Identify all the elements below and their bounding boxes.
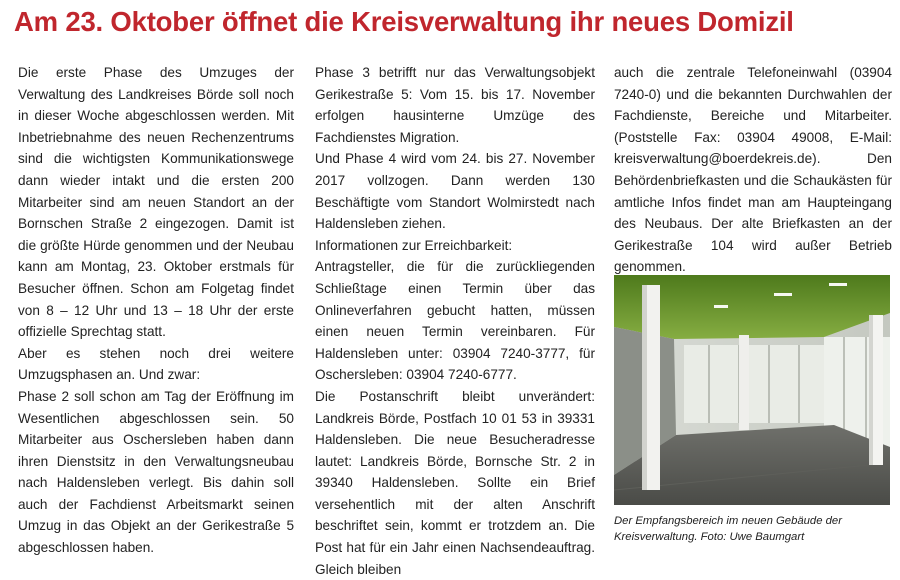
paragraph: auch die zentrale Telefoneinwahl (03904 7240-0) und die bekannten Durchwahlen der Fachdienste, Bereiche und Mitarbeiter. (Poststelle Fax: 03904 49008, E-Mail: kreisverwaltung@boerdekreis.de). Den Behördenbriefkasten und die Schaukästen für amtliche Infos findet man am Haupteingang des Neubaus. Der alte Briefkasten an der Gerikestraße 104 wird außer Betrieb genommen. [614, 65, 892, 275]
paragraph: Informationen zur Erreichbarkeit: [315, 237, 513, 253]
photo-caption: Der Empfangsbereich im neuen Gebäude der Kreisverwaltung. Foto: Uwe Baumgart [614, 515, 842, 543]
paragraph: Phase 3 betrifft nur das Verwaltungsobjekt Gerikestraße 5: Vom 15. bis 17. November erfolgen hausinterne Umzüge des Fachdienstes Migration. [315, 65, 595, 145]
article-column-1 [18, 62, 294, 559]
paragraph: Die erste Phase des Umzuges der Verwaltung des Landkreises Börde soll noch in dieser Woche abgeschlossen werden. Mit Inbetriebnahme des neuen Rechenzentrums sind die wichtigsten Kommunikationswege dann wieder intakt und die ersten 200 Mitarbeiter sind am neuen Standort an der Bornschen Straße 2 eingezogen. Damit ist die größte Hürde genommen und der Neubau kann am Montag, 23. Oktober erstmals für Besucher öffnen. Schon am Folgetag findet von 8 – 12 Uhr und 13 – 18 Uhr der erste offizielle Sprechtag statt. [18, 65, 294, 340]
article-column-3 [614, 62, 892, 278]
paragraph: Aber es stehen noch drei weitere Umzugsphasen an. Und zwar: [18, 345, 294, 383]
paragraph: Die Postanschrift bleibt unverändert: Landkreis Börde, Postfach 10 01 53 in 39331 Haldensleben. Die neue Besucheradresse lautet: Landkreis Börde, Bornsche Str. 2 in 39340 Haldensleben. Sollte ein Brief versehentlich mit der alten Anschrift beschriftet sein, kommt er trotzdem an. Die Post hat für ein Jahr einen Nachsendeauftrag. Gleich bleiben [315, 388, 595, 577]
pillar [739, 335, 749, 430]
photo-illustration [614, 275, 890, 505]
article-column-2 [315, 62, 595, 580]
paragraph: Antragsteller, die für die zurückliegenden Schließtage einen Termin über das Onlineverfahren gebucht hatten, müssen einen neuen Termin vereinbaren. Für Haldensleben unter: 03904 7240-3777, für Oschersleben: 03904 7240-6777. [315, 259, 595, 383]
reception-area-photo [614, 275, 890, 505]
paragraph: Phase 2 soll schon am Tag der Eröffnung im Wesentlichen abgeschlossen sein. 50 Mitarbeiter aus Oschersleben haben dann ihren Dienstsitz in den Verwaltungsneubau nach Haldensleben verlegt. Bis dahin soll auch der Fachdienst Arbeitsmarkt seinen Umzug in das Objekt an der Gerikestraße 5 abgeschlossen haben. [18, 388, 294, 556]
paragraph: Und Phase 4 wird vom 24. bis 27. November 2017 vollzogen. Dann werden 130 Beschäftigte vom Standort Wolmirstedt nach Haldensleben ziehen. [315, 151, 595, 232]
article-headline: Am 23. Oktober öffnet die Kreisverwaltung ihr neues Domizil [14, 6, 794, 37]
